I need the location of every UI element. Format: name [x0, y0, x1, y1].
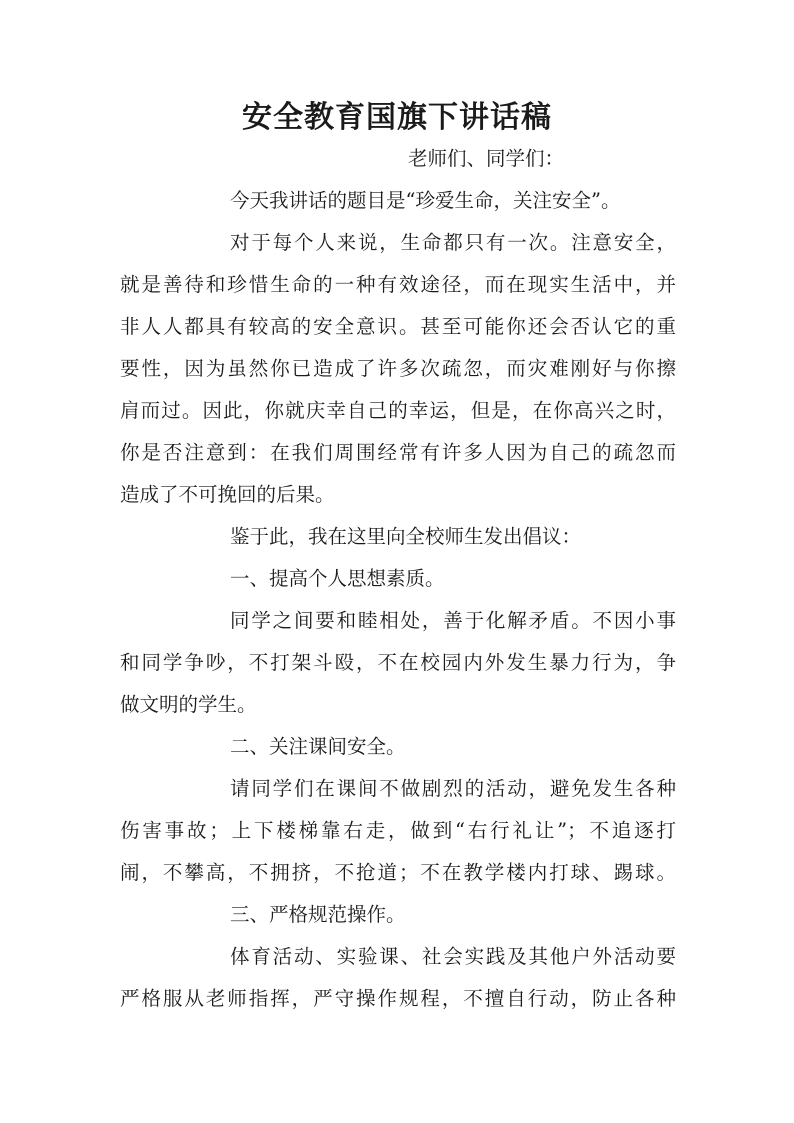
text-line: 伤害事故；上下楼梯靠右走，做到“右行礼让”；不追逐打 [120, 819, 676, 842]
section-heading: 一、提高个人思想素质。 [230, 567, 445, 590]
text-line: 你是否注意到：在我们周围经常有许多人因为自己的疏忽而 [120, 441, 676, 464]
text-line: 同学之间要和睦相处，善于化解矛盾。不因小事 [230, 609, 676, 632]
text-line: 请同学们在课间不做剧烈的活动，避免发生各种 [230, 777, 676, 800]
text-line: 对于每个人来说，生命都只有一次。注意安全， [230, 231, 676, 254]
text-line: 体育活动、实验课、社会实践及其他户外活动要 [230, 945, 676, 968]
section-heading: 三、严格规范操作。 [230, 903, 406, 926]
text-line: 闹，不攀高，不拥挤，不抢道；不在教学楼内打球、踢球。 [120, 861, 676, 884]
text-line: 严格服从老师指挥，严守操作规程，不擅自行动，防止各种 [120, 987, 676, 1010]
text-line: 鉴于此，我在这里向全校师生发出倡议： [230, 525, 582, 548]
text-line: 非人人都具有较高的安全意识。甚至可能你还会否认它的重 [120, 315, 676, 338]
text-line: 就是善待和珍惜生命的一种有效途径，而在现实生活中，并 [120, 273, 676, 296]
text-line: 和同学争吵，不打架斗殴，不在校园内外发生暴力行为，争 [120, 651, 676, 674]
section-heading: 二、关注课间安全。 [230, 735, 406, 758]
greeting: 老师们、同学们： [408, 147, 565, 170]
text-line: 要性，因为虽然你已造成了许多次疏忽，而灾难刚好与你擦 [120, 357, 676, 380]
text-line: 肩而过。因此，你就庆幸自己的幸运，但是，在你高兴之时， [120, 399, 676, 422]
text-line: 今天我讲话的题目是“珍爱生命，关注安全”。 [230, 189, 621, 212]
text-line: 做文明的学生。 [120, 693, 257, 716]
page-title: 安全教育国旗下讲话稿 [242, 100, 552, 135]
text-line: 造成了不可挽回的后果。 [120, 483, 335, 506]
